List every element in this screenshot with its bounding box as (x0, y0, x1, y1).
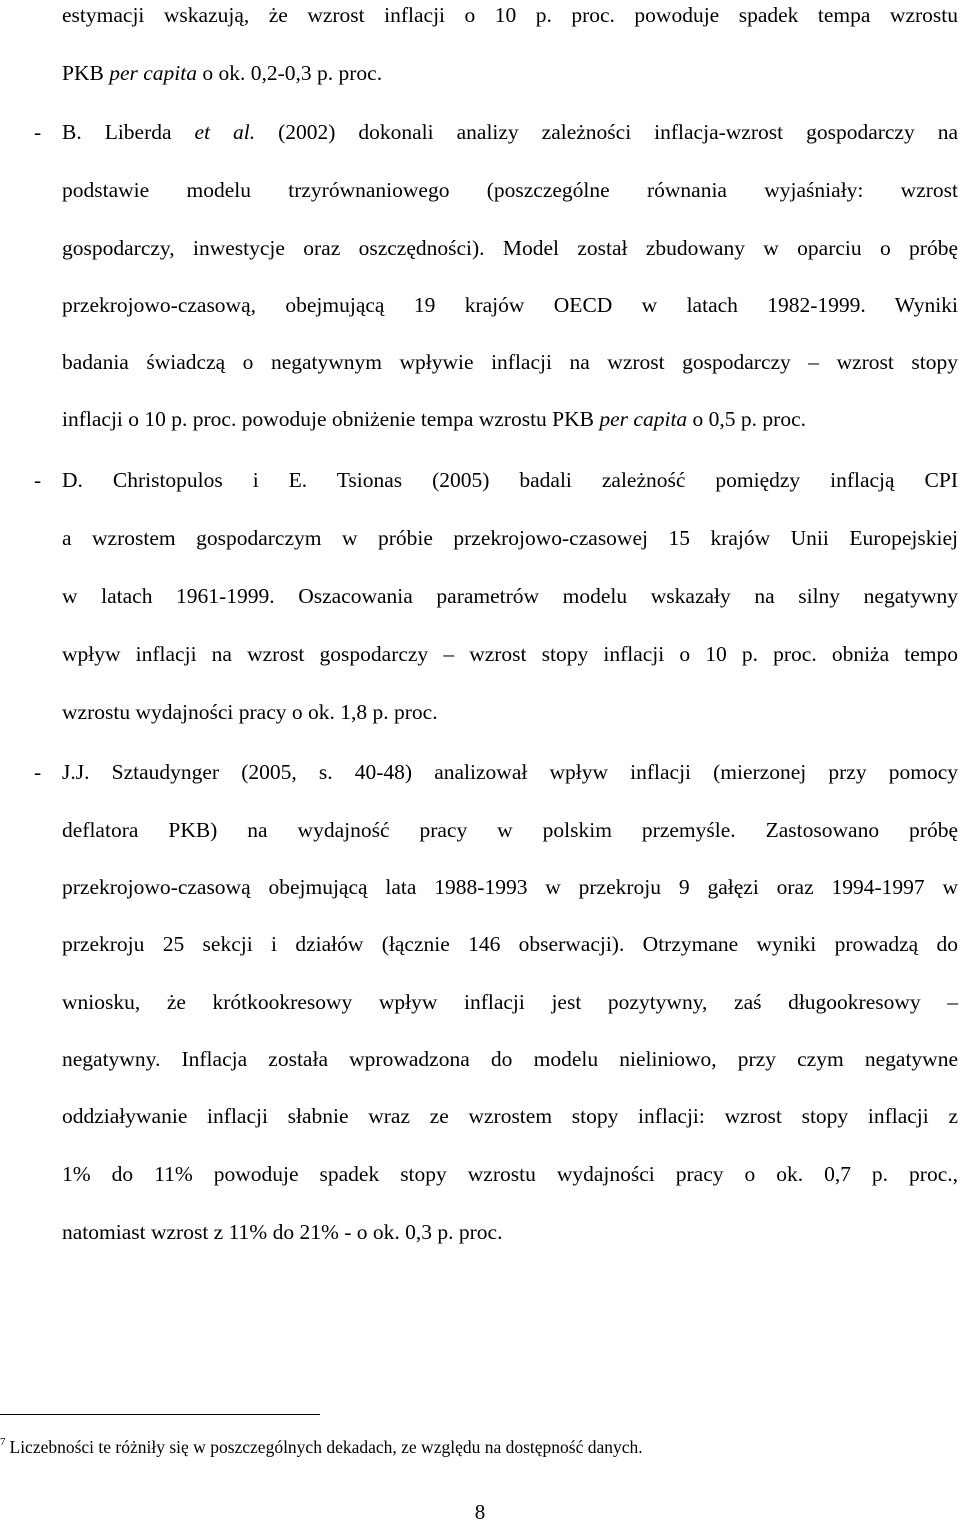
footnote (0, 1429, 900, 1460)
text-line (62, 929, 958, 959)
list-bullet: - (34, 468, 42, 492)
text-run: a wzrostem gospodarczym w próbie przekrojowo-czasowej 15 krajów Unii Europejskiej (62, 526, 958, 550)
text-run: B. Liberda (62, 120, 195, 144)
text-line (62, 290, 958, 320)
page-number: 8 (474, 1500, 486, 1524)
list-bullet: - (34, 120, 42, 144)
text-run: o ok. 0,2-0,3 p. proc. (196, 61, 383, 85)
text-line (62, 1044, 958, 1074)
text-run: w latach 1961-1999. Oszacowania parametrów modelu wskazały na silny negatywny (62, 584, 958, 608)
text-run: podstawie modelu trzyrównaniowego (poszczególne równania wyjaśniały: wzrost (62, 178, 958, 202)
text-run: J.J. Sztaudynger (2005, s. 40-48) analizował wpływ inflacji (mierzonej przy pomocy (62, 760, 958, 784)
text-line (62, 757, 958, 787)
text-line (62, 815, 958, 845)
text-run: oddziaływanie inflacji słabnie wraz ze wzrostem stopy inflacji: wzrost stopy inflacji z (62, 1104, 958, 1128)
text-run: 1% do 11% powoduje spadek stopy wzrostu wydajności pracy o ok. 0,7 p. proc., (62, 1162, 958, 1186)
text-run: natomiast wzrost z 11% do 21% - o ok. 0,3 p. proc. (62, 1220, 503, 1244)
text-line (62, 987, 958, 1017)
text-line (62, 233, 958, 263)
text-run: przekrojowo-czasową, obejmującą 19 krajów OECD w latach 1982-1999. Wyniki (62, 293, 958, 317)
text-line (62, 404, 958, 434)
text-line (62, 0, 958, 30)
text-run: gospodarczy, inwestycje oraz oszczędności). Model został zbudowany w oparciu o próbę (62, 236, 958, 260)
text-line (62, 1101, 958, 1131)
text-line (62, 872, 958, 902)
text-line (62, 465, 958, 495)
text-run: inflacji o 10 p. proc. powoduje obniżenie tempa wzrostu PKB (62, 407, 600, 431)
italic-term: et al. (194, 120, 256, 144)
text-run: wpływ inflacji na wzrost gospodarczy – wzrost stopy inflacji o 10 p. proc. obniża tempo (62, 642, 958, 666)
text-line (62, 581, 958, 611)
text-run: przekrojowo-czasową obejmującą lata 1988-1993 w przekroju 9 gałęzi oraz 1994-1997 w (62, 875, 958, 899)
text-run: (2002) dokonali analizy zależności inflacja-wzrost gospodarczy na (255, 120, 958, 144)
text-run: D. Christopulos i E. Tsionas (2005) badali zależność pomiędzy inflacją CPI (62, 468, 958, 492)
text-run: badania świadczą o negatywnym wpływie inflacji na wzrost gospodarczy – wzrost stopy (62, 350, 958, 374)
italic-term: per capita (109, 61, 197, 85)
text-run: deflatora PKB) na wydajność pracy w polskim przemyśle. Zastosowano próbę (62, 818, 958, 842)
footnote-number: 7 (0, 1436, 6, 1448)
text-run: przekroju 25 sekcji i działów (łącznie 146 obserwacji). Otrzymane wyniki prowadzą do (62, 932, 958, 956)
text-line (62, 523, 958, 553)
italic-term: per capita (599, 407, 688, 431)
text-run: negatywny. Inflacja została wprowadzona do modelu nieliniowo, przy czym negatywne (62, 1047, 958, 1071)
text-line (62, 1217, 958, 1247)
footnote-text: Liczebności te różniły się w poszczególnych dekadach, ze względu na dostępność danych. (9, 1437, 643, 1457)
text-run: estymacji wskazują, że wzrost inflacji o 10 p. proc. powoduje spadek tempa wzrostu (62, 3, 958, 27)
text-line (62, 639, 958, 669)
text-run: wzrostu wydajności pracy o ok. 1,8 p. proc. (62, 700, 438, 724)
text-line (62, 175, 958, 205)
text-line (62, 697, 958, 727)
text-run: o 0,5 p. proc. (687, 407, 806, 431)
text-line (62, 1159, 958, 1189)
text-line (62, 58, 958, 88)
list-bullet: - (34, 760, 42, 784)
text-line (62, 117, 958, 147)
text-line (62, 347, 958, 377)
text-run: wniosku, że krótkookresowy wpływ inflacji jest pozytywny, zaś długookresowy – (62, 990, 958, 1014)
text-run: PKB (62, 61, 110, 85)
footnote-separator (0, 1414, 320, 1415)
